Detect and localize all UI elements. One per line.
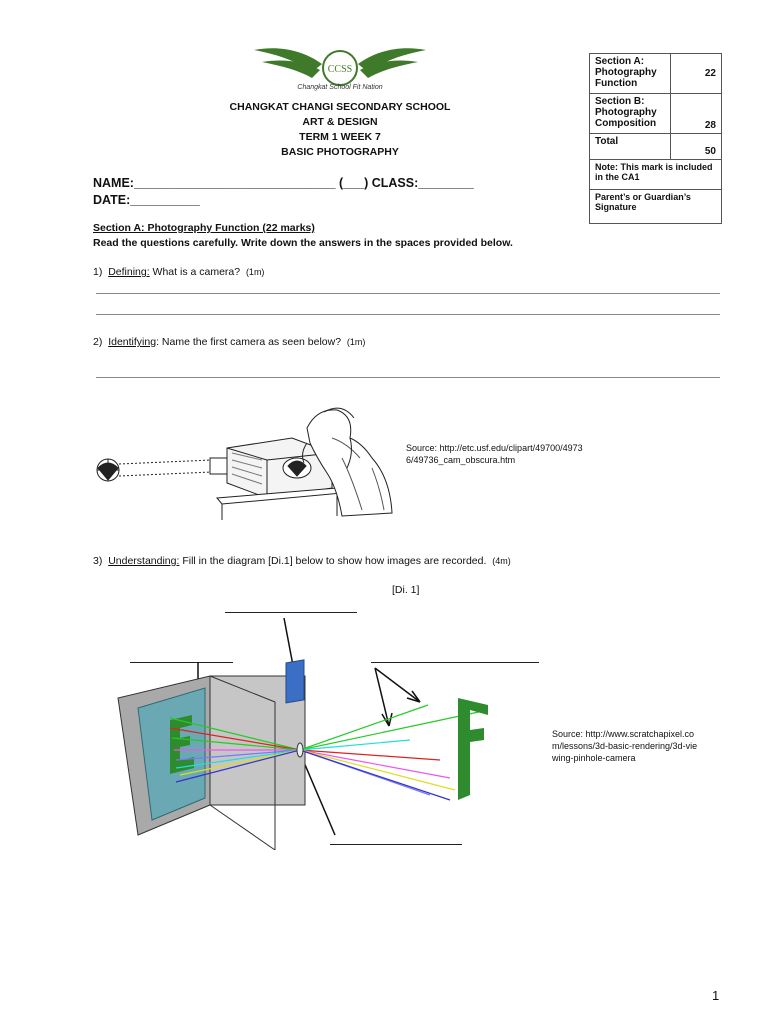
q2-number: 2)	[93, 336, 103, 348]
total-marks: 50	[671, 134, 722, 160]
page-number: 1	[712, 988, 720, 1003]
logo-monogram: CCSS	[327, 64, 353, 75]
section-a-label: Section A: Photography Function	[590, 54, 671, 94]
school-name: CHANGKAT CHANGI SECONDARY SCHOOL	[229, 101, 451, 113]
q1-answer-line-1[interactable]	[96, 293, 720, 294]
q2-text: : Name the first camera as seen below?	[156, 336, 342, 348]
camera-obscura-illustration	[92, 398, 397, 520]
diagram-label: [Di. 1]	[392, 584, 420, 596]
q2-marks: (1m)	[346, 337, 366, 347]
total-label: Total	[590, 134, 671, 160]
q2-keyword: Identifying	[108, 336, 157, 348]
ca1-note: Note: This mark is included in the CA1	[590, 160, 722, 190]
term-label: TERM 1 WEEK 7	[299, 131, 381, 143]
q1-text: What is a camera?	[149, 266, 241, 278]
q1-keyword: Defining:	[108, 266, 150, 278]
pinhole-camera-diagram	[110, 610, 500, 850]
question-3	[93, 555, 511, 567]
date-field[interactable]: DATE:__________	[93, 193, 200, 207]
q3-text: Fill in the diagram [Di.1] below to show how images are recorded.	[179, 555, 487, 567]
q3-keyword: Understanding:	[108, 555, 180, 567]
camera-obscura-source: Source: http://etc.usf.edu/clipart/49700/49736/49736_cam_obscura.htm	[406, 443, 583, 465]
parent-signature-box[interactable]: Parent’s or Guardian’s Signature	[590, 190, 722, 224]
section-b-label: Section B: Photography Composition	[590, 94, 671, 134]
q3-marks: (4m)	[492, 556, 511, 566]
q2-answer-line[interactable]	[96, 377, 720, 378]
q1-marks: (1m)	[245, 267, 265, 277]
section-a-instructions: Read the questions carefully. Write down the answers in the spaces provided below.	[93, 237, 513, 249]
question-1	[93, 266, 264, 278]
q1-number: 1)	[93, 266, 103, 278]
section-a-title: Section A: Photography Function (22 marks)	[93, 222, 315, 234]
pinhole-source: Source: http://www.scratchapixel.com/lessons/3d-basic-rendering/3d-viewing-pinhole-camera	[552, 729, 698, 763]
name-class-field[interactable]: NAME:_____________________________ (___) CLASS:________	[93, 176, 474, 190]
topic-title: BASIC PHOTOGRAPHY	[281, 146, 399, 158]
logo-motto: Changkat School Fit Nation	[297, 84, 383, 91]
marks-table	[589, 53, 722, 224]
section-b-marks: 28	[671, 94, 722, 134]
question-2	[93, 336, 365, 348]
section-a-marks: 22	[671, 54, 722, 94]
q1-answer-line-2[interactable]	[96, 314, 720, 315]
q3-number: 3)	[93, 555, 103, 567]
subject-title: ART & DESIGN	[302, 116, 378, 128]
